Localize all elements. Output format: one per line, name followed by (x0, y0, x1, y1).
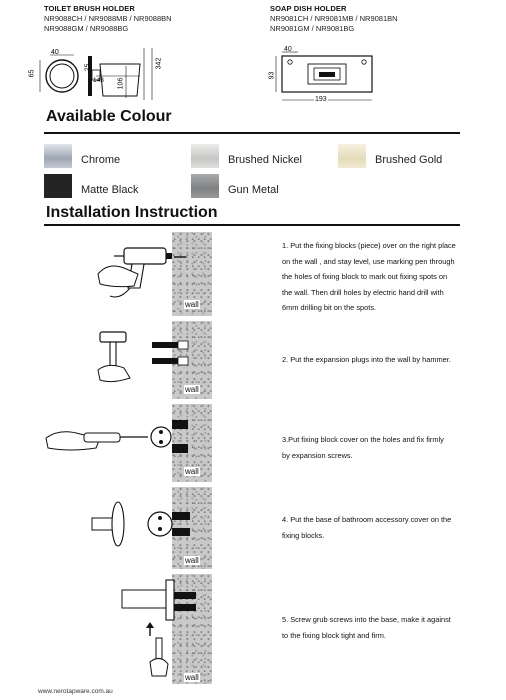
step-5-line: to the fixing block tight and firm. (282, 630, 386, 640)
toilet-brush-holder-drawing (36, 46, 164, 104)
installation-title: Installation Instruction (46, 204, 218, 221)
toilet-brush-holder-codes-line1: NR9088CH / NR9088MB / NR9088BN (44, 14, 172, 23)
step-1-line: on the wall , and stay level, use marking pen through (282, 256, 455, 266)
gun-metal-label: Gun Metal (228, 184, 279, 196)
step-3-text (282, 432, 482, 463)
section-divider (44, 224, 460, 226)
chrome-label: Chrome (81, 154, 121, 166)
toilet-brush-holder-title: TOILET BRUSH HOLDER (44, 4, 135, 13)
soap-dish-dim-93: 93 (268, 71, 276, 80)
expansion-plug-icon (150, 340, 190, 370)
step-1-line: 6mm drilling bit on the spots. (282, 303, 377, 312)
wall-label: wall (185, 385, 199, 394)
step-4-line: 4. Put the base of bathroom accessory cover on the (282, 515, 452, 524)
step-4-line: fixing blocks. (282, 530, 325, 540)
brushed-gold-swatch (338, 144, 366, 168)
soap-dish-dim-40: 40 (284, 46, 292, 53)
step-2-line: 2. Put the expansion plugs into the wall by hammer. (282, 355, 451, 364)
wall-label: wall (185, 556, 199, 565)
toilet-brush-dim-width: 40 (51, 49, 59, 56)
step-1-line: the holes of fixing block to mark out fixing spots on (282, 272, 448, 281)
section-divider (44, 132, 460, 134)
brushed-nickel-label: Brushed Nickel (228, 154, 302, 166)
step-1-line: the wall. Then drill holes by electric hand drill with (282, 287, 444, 297)
chrome-swatch (44, 144, 72, 168)
step-5-text (282, 612, 482, 643)
matte-black-label: Matte Black (81, 184, 139, 196)
grub-screw-icon (120, 578, 200, 678)
accessory-base-icon (82, 498, 192, 558)
soap-dish-holder-codes-line1: NR9081CH / NR9081MB / NR9081BN (270, 14, 398, 23)
toilet-brush-dim-342: 342 (155, 57, 163, 70)
hand-drill-icon (94, 244, 174, 302)
toilet-brush-dim-106: 106 (117, 77, 125, 90)
step-4-text (282, 512, 482, 543)
step-2-text (282, 352, 492, 368)
soap-dish-holder-title: SOAP DISH HOLDER (270, 4, 347, 13)
drill-bit-icon (174, 249, 194, 269)
brushed-gold-label: Brushed Gold (375, 154, 443, 166)
soap-dish-holder-codes-line2: NR9081GM / NR9081BG (270, 24, 355, 33)
soap-dish-dim-193: 193 (315, 96, 327, 103)
screwdriver-icon (40, 418, 190, 462)
wall-label: wall (185, 467, 199, 476)
gun-metal-swatch (191, 174, 219, 198)
available-colour-title: Available Colour (46, 108, 172, 125)
step-1-line: 1. Put the fixing blocks (piece) over on the right place (282, 241, 456, 250)
wall-label: wall (185, 300, 199, 309)
brushed-nickel-swatch (191, 144, 219, 168)
toilet-brush-dim-65: 65 (28, 69, 36, 78)
step-3-line: by expansion screws. (282, 450, 353, 460)
toilet-brush-holder-codes-line2: NR9088GM / NR9088BG (44, 24, 129, 33)
wall-label: wall (185, 673, 199, 682)
toilet-brush-dim-143: 143 (93, 77, 104, 84)
step-5-line: 5. Screw grub screws into the base, make it against (282, 615, 451, 624)
toilet-brush-dim-25: 25 (84, 63, 92, 72)
step-3-line: 3.Put fixing block cover on the holes and fix firmly (282, 435, 444, 444)
footer-url: www.nerotapware.com.au (38, 688, 113, 695)
step-1-text (282, 238, 482, 316)
matte-black-swatch (44, 174, 72, 198)
